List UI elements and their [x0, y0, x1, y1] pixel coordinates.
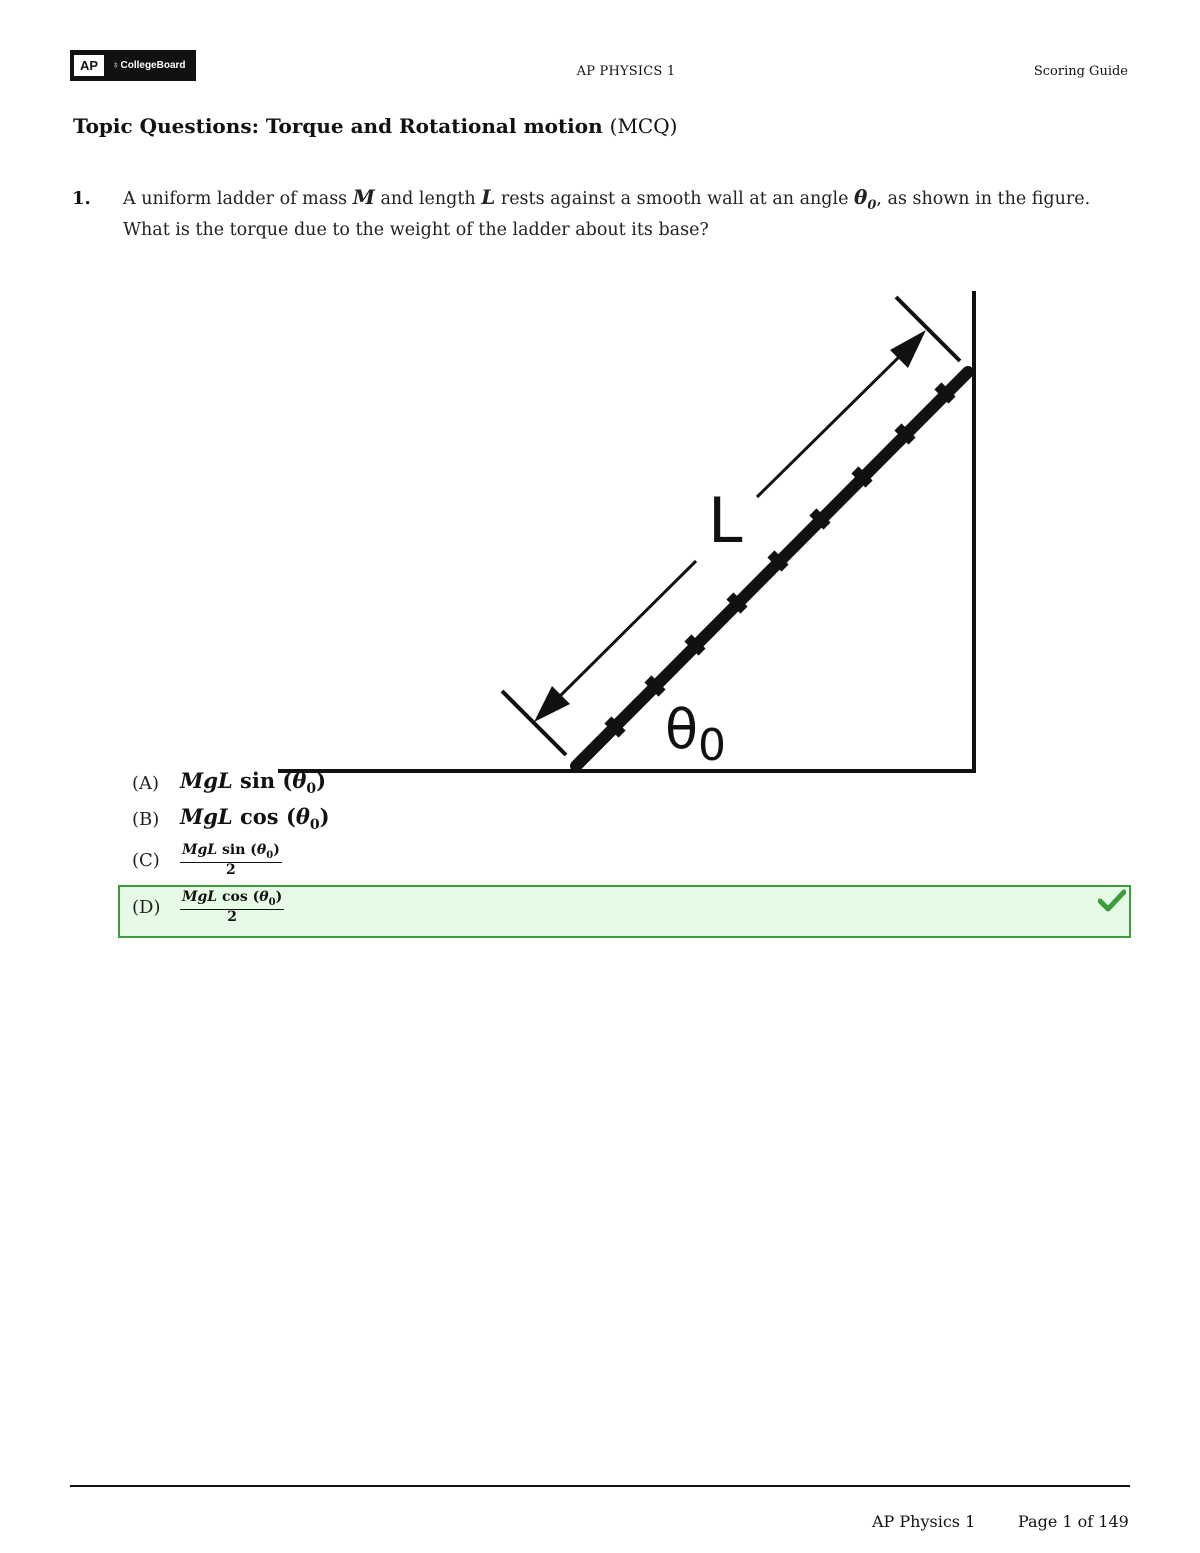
choice-c[interactable]	[132, 843, 282, 877]
length-label: L	[708, 484, 743, 557]
var-angle-symbol: θ	[854, 185, 868, 209]
choice-letter: (C)	[132, 849, 160, 871]
expr-coefficient: MgL	[180, 804, 233, 830]
choice-b[interactable]	[132, 802, 330, 836]
choice-letter: (A)	[132, 772, 160, 794]
expr-function: sin	[240, 768, 276, 794]
angle-label-subscript: 0	[698, 720, 727, 771]
page-title-tag: (MCQ)	[609, 114, 678, 138]
footer-course: AP Physics 1	[872, 1512, 976, 1531]
header-title: AP PHYSICS 1	[576, 64, 676, 79]
expr-coefficient: MgL	[182, 842, 218, 859]
choice-expression: MgL $\sin (\theta_0)$	[180, 768, 327, 798]
expr-subscript: 0	[268, 896, 276, 908]
logo-ap-mark: AP	[74, 55, 104, 76]
question-text-part: rests against a smooth wall at an angle	[495, 189, 855, 209]
expr-subscript: 0	[306, 781, 317, 798]
footer-rule	[70, 1485, 1130, 1487]
expr-function: cos	[222, 889, 248, 906]
choice-letter: (D)	[132, 896, 161, 918]
angle-label-symbol: θ	[665, 698, 699, 761]
expr-subscript: 0	[309, 817, 320, 834]
choice-expression: $\frac{MgL \cos (\theta_0)}{2}$	[182, 889, 283, 925]
expr-argument: θ	[256, 842, 267, 859]
expr-function: cos	[240, 804, 279, 830]
expr-coefficient: MgL	[180, 768, 233, 794]
expr-argument: θ	[259, 889, 269, 906]
expr-argument: θ	[295, 804, 310, 830]
var-angle-subscript: 0	[867, 198, 877, 213]
footer-page-number: Page 1 of 149	[1018, 1512, 1129, 1531]
expr-function: sin	[222, 842, 246, 859]
expr-denominator: 2	[226, 861, 236, 878]
expr-denominator: 2	[227, 908, 237, 925]
logo-collegeboard-text: CollegeBoard	[120, 60, 186, 71]
expr-argument: θ	[292, 768, 307, 794]
checkmark-icon	[1098, 889, 1126, 913]
page-title-main: Topic Questions: Torque and Rotational motion	[73, 114, 603, 138]
header-scoring-guide: Scoring Guide	[1033, 64, 1128, 79]
acorn-icon: ♁	[112, 60, 120, 71]
dimension-line-lower	[556, 561, 696, 700]
choice-d[interactable]	[132, 890, 284, 924]
ladder	[576, 372, 968, 766]
choice-letter: (B)	[132, 808, 160, 830]
expr-coefficient: MgL	[182, 889, 218, 906]
angle-label	[665, 698, 726, 771]
dimension-line-upper	[757, 352, 904, 497]
var-mass: M	[352, 185, 375, 209]
choice-expression: MgL $\cos (\theta_0)$	[180, 804, 330, 834]
question-text-part: A uniform ladder of mass	[123, 189, 353, 209]
question-text-part: , as shown in the figure. What is the torque due to the weight of the ladder about its base?	[123, 189, 1091, 240]
choice-a[interactable]	[132, 766, 326, 800]
expr-subscript: 0	[266, 849, 274, 861]
ladder-rungs	[604, 382, 955, 737]
question-text-part: and length	[374, 189, 482, 209]
var-length: L	[481, 185, 496, 209]
question-number: 1.	[72, 188, 91, 209]
choice-expression: $\frac{MgL \sin (\theta_0)}{2}$	[182, 842, 280, 878]
